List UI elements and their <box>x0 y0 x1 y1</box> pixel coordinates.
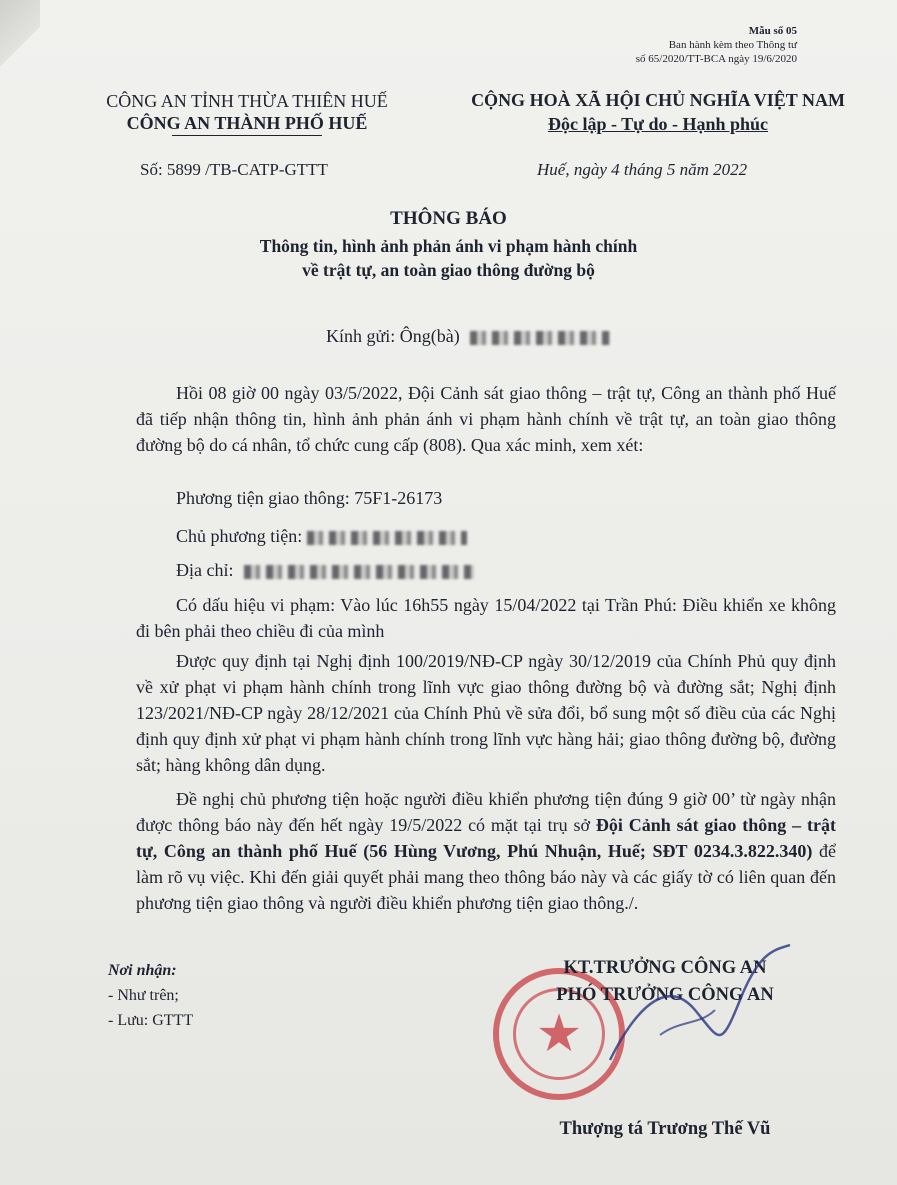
owner-line <box>176 526 467 547</box>
salutation-text: Kính gửi: Ông(bà) <box>326 326 460 346</box>
salutation <box>326 326 610 347</box>
agency-underline <box>172 135 322 136</box>
request-paragraph <box>136 786 836 916</box>
signature-title-1: KT.TRƯỞNG CÔNG AN <box>563 958 767 978</box>
redacted-address <box>244 565 474 579</box>
document-title: THÔNG BÁO <box>390 208 507 229</box>
recipient-item: - Như trên; <box>108 987 179 1004</box>
recipients-block <box>108 958 193 1033</box>
form-circular: số 65/2020/TT-BCA ngày 19/6/2020 <box>635 53 797 65</box>
document-subtitle <box>0 234 897 282</box>
document-number: Số: 5899 /TB-CATP-GTTT <box>140 160 328 179</box>
subtitle-line-1: Thông tin, hình ảnh phản ánh vi phạm hành chính <box>259 236 638 256</box>
address-line <box>176 560 474 581</box>
national-slogan: Độc lập - Tự do - Hạnh phúc <box>547 114 769 134</box>
intro-paragraph: Hồi 08 giờ 00 ngày 03/5/2022, Đội Cảnh sát giao thông – trật tự, Công an thành phố Huế đã tiếp nhận thông tin, hình ảnh phản ánh vi phạm hành chính về trật tự, an toàn giao thông đường bộ do cá nhân, tổ chức cung cấp (808). Qua xác minh, xem xét: <box>136 383 836 455</box>
seal-star-icon: ★ <box>535 1006 583 1063</box>
agency-parent: CÔNG AN TỈNH THỪA THIÊN HUẾ <box>106 91 388 111</box>
form-number: Mẫu số 05 <box>748 25 797 37</box>
recipient-item: - Lưu: GTTT <box>108 1012 194 1029</box>
request-text-a: Đề nghị chủ phương tiện hoặc người điều khiển phương tiện đúng 9 giờ 00’ từ ngày nhận được thông báo này đến hết ngày 19/5/2022 có mặt tại trụ sở <box>136 789 836 835</box>
address-label: Địa chỉ: <box>176 560 234 580</box>
request-bold-text: Đội Cảnh sát giao thông – trật tự, Công an thành phố Huế (56 Hùng Vương, Phú Nhuận, Huế; SĐT 0234.3.822.340) <box>136 815 836 861</box>
recipients-label: Nơi nhận: <box>108 962 177 979</box>
regulation-paragraph: Được quy định tại Nghị định 100/2019/NĐ-CP ngày 30/12/2019 của Chính Phủ quy định về xử phạt vi phạm hành chính trong lĩnh vực giao thông đường bộ và đường sắt; Nghị định 123/2021/NĐ-CP ngày 28/12/2021 của Chính Phủ về sửa đổi, bổ sung một số điều của các Nghị định quy định xử phạt vi phạm hành chính trong lĩnh vực hàng hải; giao thông đường bộ, đường sắt; hàng không dân dụng. <box>136 651 836 775</box>
signature-title-2: PHÓ TRƯỞNG CÔNG AN <box>556 985 774 1005</box>
request-text-b: để làm rõ vụ việc. Khi đến giải quyết phải mang theo thông báo này và các giấy tờ có liên quan đến phương tiện giao thông và người điều khiển phương tiện giao thông./. <box>136 841 837 913</box>
violation-paragraph: Có dấu hiệu vi phạm: Vào lúc 16h55 ngày 15/04/2022 tại Trần Phú: Điều khiển xe không đi bên phải theo chiều đi của mình <box>136 595 836 641</box>
place-date: Huế, ngày 4 tháng 5 năm 2022 <box>537 160 748 179</box>
redacted-owner <box>307 531 467 545</box>
agency-header <box>82 90 412 136</box>
vehicle-line: Phương tiện giao thông: 75F1-26173 <box>176 488 443 508</box>
national-header <box>428 88 888 136</box>
subtitle-line-2: về trật tự, an toàn giao thông đường bộ <box>302 260 595 280</box>
page-corner-fold <box>0 0 40 70</box>
national-motto: CỘNG HOÀ XÃ HỘI CHỦ NGHĨA VIỆT NAM <box>471 90 845 110</box>
agency-name: CÔNG AN THÀNH PHỐ HUẾ <box>126 113 368 133</box>
form-issued-with: Ban hành kèm theo Thông tư <box>668 39 797 51</box>
redacted-name <box>470 331 610 345</box>
handwritten-signature <box>600 940 800 1080</box>
form-note <box>636 24 797 66</box>
owner-label: Chủ phương tiện: <box>176 526 303 546</box>
signer-name: Thượng tá Trương Thế Vũ <box>559 1119 771 1139</box>
